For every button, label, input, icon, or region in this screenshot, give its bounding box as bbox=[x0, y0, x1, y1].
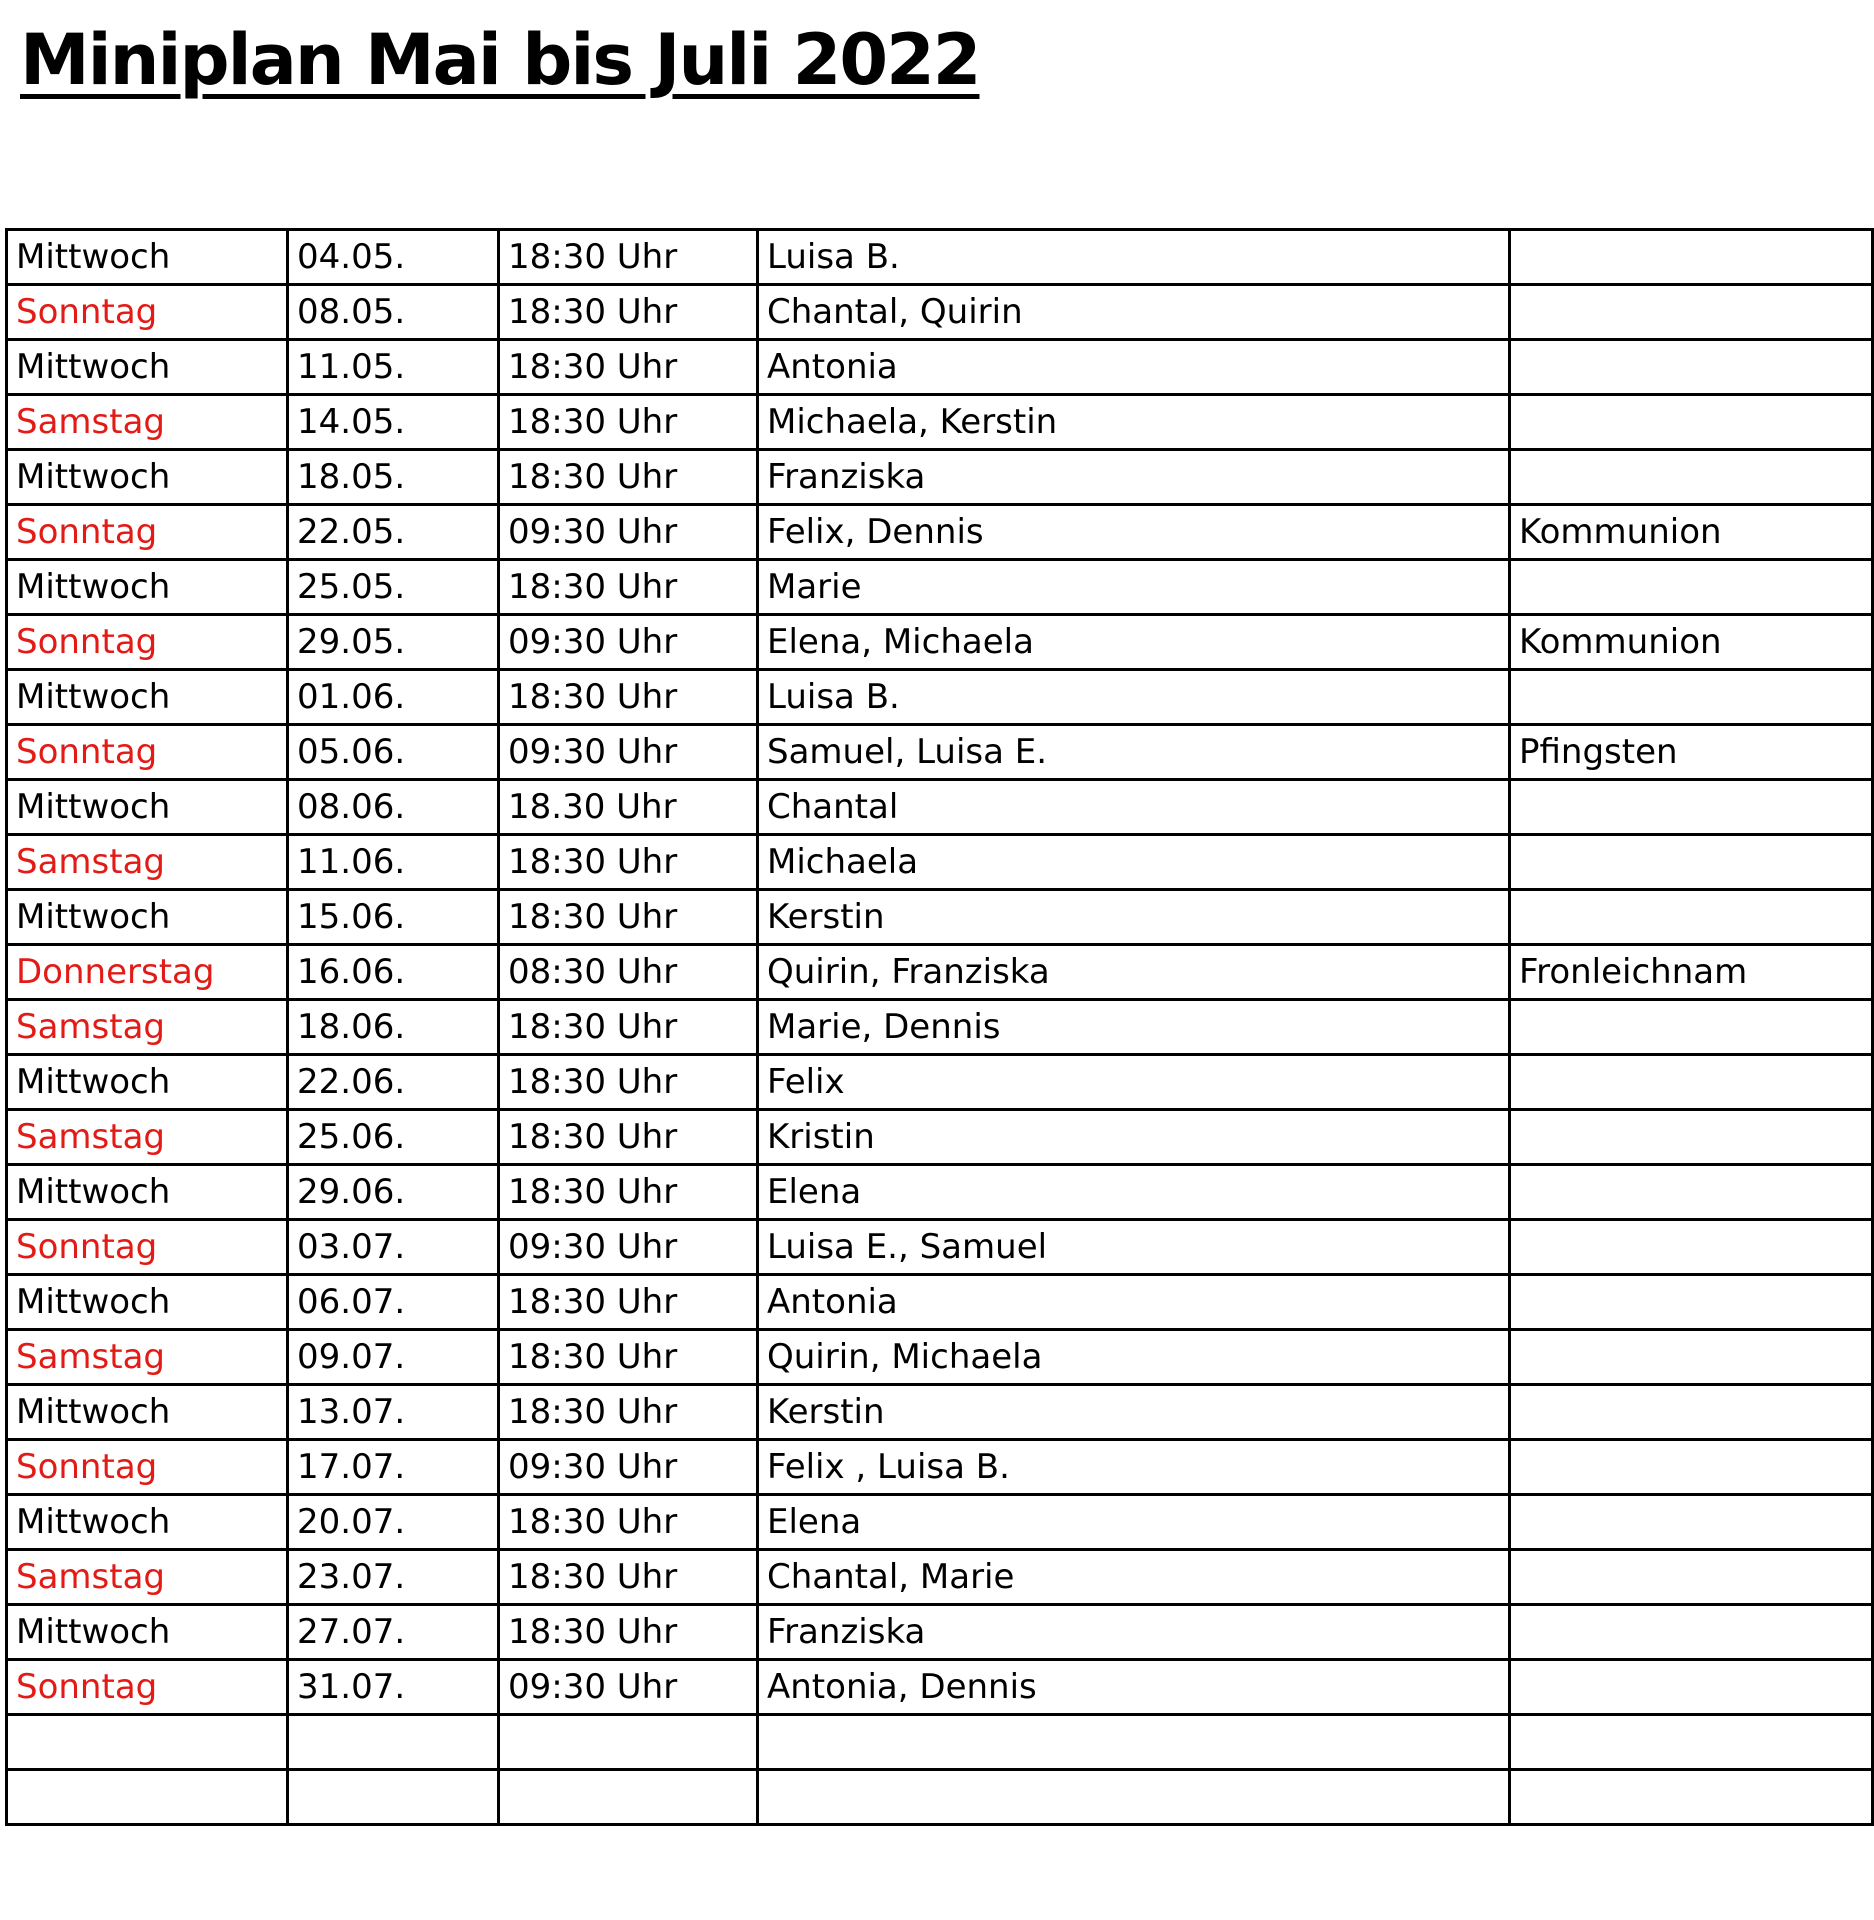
date-cell: 11.06. bbox=[288, 835, 499, 890]
table-row bbox=[7, 560, 1873, 615]
date-cell: 15.06. bbox=[288, 890, 499, 945]
time-cell: 18.30 Uhr bbox=[499, 780, 758, 835]
day-cell: Samstag bbox=[7, 835, 288, 890]
day-cell: Mittwoch bbox=[7, 1055, 288, 1110]
servers-cell: Samuel, Luisa E. bbox=[758, 725, 1510, 780]
servers-cell: Luisa B. bbox=[758, 670, 1510, 725]
occasion-cell bbox=[1510, 1660, 1873, 1715]
day-cell: Sonntag bbox=[7, 1440, 288, 1495]
table-row bbox=[7, 230, 1873, 285]
servers-cell: Antonia, Dennis bbox=[758, 1660, 1510, 1715]
day-cell: Mittwoch bbox=[7, 230, 288, 285]
table-row bbox=[7, 1715, 1873, 1770]
occasion-cell bbox=[1510, 1055, 1873, 1110]
time-cell: 18:30 Uhr bbox=[499, 1550, 758, 1605]
day-cell: Sonntag bbox=[7, 615, 288, 670]
time-cell: 18:30 Uhr bbox=[499, 1110, 758, 1165]
occasion-cell: Fronleichnam bbox=[1510, 945, 1873, 1000]
servers-cell: Chantal bbox=[758, 780, 1510, 835]
time-cell: 18:30 Uhr bbox=[499, 1330, 758, 1385]
time-cell: 18:30 Uhr bbox=[499, 560, 758, 615]
servers-cell: Kristin bbox=[758, 1110, 1510, 1165]
occasion-cell bbox=[1510, 1330, 1873, 1385]
date-cell: 25.05. bbox=[288, 560, 499, 615]
time-cell: 09:30 Uhr bbox=[499, 1220, 758, 1275]
date-cell: 20.07. bbox=[288, 1495, 499, 1550]
servers-cell: Felix, Dennis bbox=[758, 505, 1510, 560]
occasion-cell bbox=[1510, 450, 1873, 505]
time-cell bbox=[499, 1770, 758, 1825]
time-cell: 18:30 Uhr bbox=[499, 285, 758, 340]
date-cell: 27.07. bbox=[288, 1605, 499, 1660]
day-cell: Mittwoch bbox=[7, 890, 288, 945]
servers-cell: Franziska bbox=[758, 1605, 1510, 1660]
time-cell: 18:30 Uhr bbox=[499, 1055, 758, 1110]
time-cell: 09:30 Uhr bbox=[499, 1440, 758, 1495]
occasion-cell bbox=[1510, 1110, 1873, 1165]
servers-cell: Marie bbox=[758, 560, 1510, 615]
occasion-cell bbox=[1510, 1165, 1873, 1220]
time-cell: 18:30 Uhr bbox=[499, 450, 758, 505]
occasion-cell bbox=[1510, 670, 1873, 725]
date-cell: 13.07. bbox=[288, 1385, 499, 1440]
day-cell: Samstag bbox=[7, 1000, 288, 1055]
table-row bbox=[7, 1055, 1873, 1110]
day-cell: Mittwoch bbox=[7, 780, 288, 835]
date-cell: 25.06. bbox=[288, 1110, 499, 1165]
date-cell: 09.07. bbox=[288, 1330, 499, 1385]
day-cell: Mittwoch bbox=[7, 340, 288, 395]
table-row bbox=[7, 1165, 1873, 1220]
time-cell: 18:30 Uhr bbox=[499, 1385, 758, 1440]
occasion-cell bbox=[1510, 230, 1873, 285]
day-cell: Sonntag bbox=[7, 1220, 288, 1275]
servers-cell: Marie, Dennis bbox=[758, 1000, 1510, 1055]
time-cell: 08:30 Uhr bbox=[499, 945, 758, 1000]
time-cell bbox=[499, 1715, 758, 1770]
date-cell: 08.05. bbox=[288, 285, 499, 340]
date-cell: 14.05. bbox=[288, 395, 499, 450]
day-cell: Mittwoch bbox=[7, 450, 288, 505]
occasion-cell bbox=[1510, 1605, 1873, 1660]
occasion-cell: Kommunion bbox=[1510, 615, 1873, 670]
date-cell: 29.06. bbox=[288, 1165, 499, 1220]
date-cell: 18.05. bbox=[288, 450, 499, 505]
day-cell bbox=[7, 1770, 288, 1825]
table-row bbox=[7, 285, 1873, 340]
table-row bbox=[7, 1110, 1873, 1165]
occasion-cell bbox=[1510, 1385, 1873, 1440]
table-row bbox=[7, 890, 1873, 945]
date-cell: 03.07. bbox=[288, 1220, 499, 1275]
servers-cell bbox=[758, 1715, 1510, 1770]
date-cell: 11.05. bbox=[288, 340, 499, 395]
time-cell: 18:30 Uhr bbox=[499, 835, 758, 890]
table-row bbox=[7, 1660, 1873, 1715]
time-cell: 09:30 Uhr bbox=[499, 615, 758, 670]
date-cell: 18.06. bbox=[288, 1000, 499, 1055]
occasion-cell bbox=[1510, 1550, 1873, 1605]
day-cell: Sonntag bbox=[7, 1660, 288, 1715]
servers-cell: Antonia bbox=[758, 1275, 1510, 1330]
table-row bbox=[7, 505, 1873, 560]
date-cell bbox=[288, 1715, 499, 1770]
occasion-cell: Kommunion bbox=[1510, 505, 1873, 560]
date-cell: 23.07. bbox=[288, 1550, 499, 1605]
day-cell: Mittwoch bbox=[7, 1385, 288, 1440]
day-cell: Sonntag bbox=[7, 505, 288, 560]
occasion-cell bbox=[1510, 1715, 1873, 1770]
date-cell: 29.05. bbox=[288, 615, 499, 670]
servers-cell: Chantal, Marie bbox=[758, 1550, 1510, 1605]
servers-cell: Quirin, Franziska bbox=[758, 945, 1510, 1000]
table-row bbox=[7, 1605, 1873, 1660]
table-row bbox=[7, 670, 1873, 725]
table-row bbox=[7, 835, 1873, 890]
day-cell: Mittwoch bbox=[7, 670, 288, 725]
servers-cell: Felix , Luisa B. bbox=[758, 1440, 1510, 1495]
servers-cell: Elena, Michaela bbox=[758, 615, 1510, 670]
servers-cell: Felix bbox=[758, 1055, 1510, 1110]
occasion-cell bbox=[1510, 395, 1873, 450]
servers-cell: Elena bbox=[758, 1165, 1510, 1220]
day-cell: Mittwoch bbox=[7, 1605, 288, 1660]
servers-cell bbox=[758, 1770, 1510, 1825]
table-row bbox=[7, 725, 1873, 780]
day-cell bbox=[7, 1715, 288, 1770]
servers-cell: Chantal, Quirin bbox=[758, 285, 1510, 340]
servers-cell: Quirin, Michaela bbox=[758, 1330, 1510, 1385]
table-row bbox=[7, 340, 1873, 395]
table-row bbox=[7, 1495, 1873, 1550]
time-cell: 18:30 Uhr bbox=[499, 1605, 758, 1660]
table-row bbox=[7, 1000, 1873, 1055]
table-row bbox=[7, 1275, 1873, 1330]
day-cell: Sonntag bbox=[7, 285, 288, 340]
schedule-body bbox=[7, 230, 1873, 1825]
occasion-cell bbox=[1510, 1440, 1873, 1495]
table-row bbox=[7, 395, 1873, 450]
date-cell: 22.06. bbox=[288, 1055, 499, 1110]
table-row bbox=[7, 615, 1873, 670]
servers-cell: Kerstin bbox=[758, 1385, 1510, 1440]
time-cell: 18:30 Uhr bbox=[499, 395, 758, 450]
day-cell: Mittwoch bbox=[7, 1495, 288, 1550]
table-row bbox=[7, 945, 1873, 1000]
date-cell: 01.06. bbox=[288, 670, 499, 725]
servers-cell: Luisa B. bbox=[758, 230, 1510, 285]
table-row bbox=[7, 1220, 1873, 1275]
servers-cell: Franziska bbox=[758, 450, 1510, 505]
servers-cell: Michaela bbox=[758, 835, 1510, 890]
date-cell: 17.07. bbox=[288, 1440, 499, 1495]
schedule-table bbox=[5, 228, 1874, 1826]
time-cell: 18:30 Uhr bbox=[499, 340, 758, 395]
time-cell: 18:30 Uhr bbox=[499, 670, 758, 725]
time-cell: 18:30 Uhr bbox=[499, 1275, 758, 1330]
time-cell: 18:30 Uhr bbox=[499, 1495, 758, 1550]
occasion-cell bbox=[1510, 1275, 1873, 1330]
date-cell: 22.05. bbox=[288, 505, 499, 560]
time-cell: 09:30 Uhr bbox=[499, 725, 758, 780]
date-cell: 31.07. bbox=[288, 1660, 499, 1715]
occasion-cell bbox=[1510, 340, 1873, 395]
date-cell: 06.07. bbox=[288, 1275, 499, 1330]
date-cell: 05.06. bbox=[288, 725, 499, 780]
table-row bbox=[7, 450, 1873, 505]
occasion-cell bbox=[1510, 1495, 1873, 1550]
servers-cell: Michaela, Kerstin bbox=[758, 395, 1510, 450]
servers-cell: Elena bbox=[758, 1495, 1510, 1550]
date-cell: 16.06. bbox=[288, 945, 499, 1000]
servers-cell: Antonia bbox=[758, 340, 1510, 395]
time-cell: 18:30 Uhr bbox=[499, 230, 758, 285]
date-cell: 04.05. bbox=[288, 230, 499, 285]
table-row bbox=[7, 1770, 1873, 1825]
day-cell: Samstag bbox=[7, 1330, 288, 1385]
occasion-cell bbox=[1510, 1220, 1873, 1275]
occasion-cell bbox=[1510, 835, 1873, 890]
occasion-cell bbox=[1510, 1000, 1873, 1055]
servers-cell: Kerstin bbox=[758, 890, 1510, 945]
occasion-cell bbox=[1510, 890, 1873, 945]
table-row bbox=[7, 1440, 1873, 1495]
page-title: Miniplan Mai bis Juli 2022 bbox=[20, 19, 980, 101]
day-cell: Samstag bbox=[7, 395, 288, 450]
day-cell: Donnerstag bbox=[7, 945, 288, 1000]
day-cell: Mittwoch bbox=[7, 1165, 288, 1220]
time-cell: 18:30 Uhr bbox=[499, 890, 758, 945]
day-cell: Mittwoch bbox=[7, 560, 288, 615]
day-cell: Mittwoch bbox=[7, 1275, 288, 1330]
time-cell: 18:30 Uhr bbox=[499, 1000, 758, 1055]
servers-cell: Luisa E., Samuel bbox=[758, 1220, 1510, 1275]
day-cell: Samstag bbox=[7, 1550, 288, 1605]
table-row bbox=[7, 1385, 1873, 1440]
table-row bbox=[7, 780, 1873, 835]
occasion-cell bbox=[1510, 1770, 1873, 1825]
time-cell: 18:30 Uhr bbox=[499, 1165, 758, 1220]
date-cell: 08.06. bbox=[288, 780, 499, 835]
occasion-cell bbox=[1510, 285, 1873, 340]
date-cell bbox=[288, 1770, 499, 1825]
day-cell: Samstag bbox=[7, 1110, 288, 1165]
table-row bbox=[7, 1550, 1873, 1605]
occasion-cell: Pfingsten bbox=[1510, 725, 1873, 780]
occasion-cell bbox=[1510, 560, 1873, 615]
occasion-cell bbox=[1510, 780, 1873, 835]
day-cell: Sonntag bbox=[7, 725, 288, 780]
time-cell: 09:30 Uhr bbox=[499, 505, 758, 560]
table-row bbox=[7, 1330, 1873, 1385]
time-cell: 09:30 Uhr bbox=[499, 1660, 758, 1715]
